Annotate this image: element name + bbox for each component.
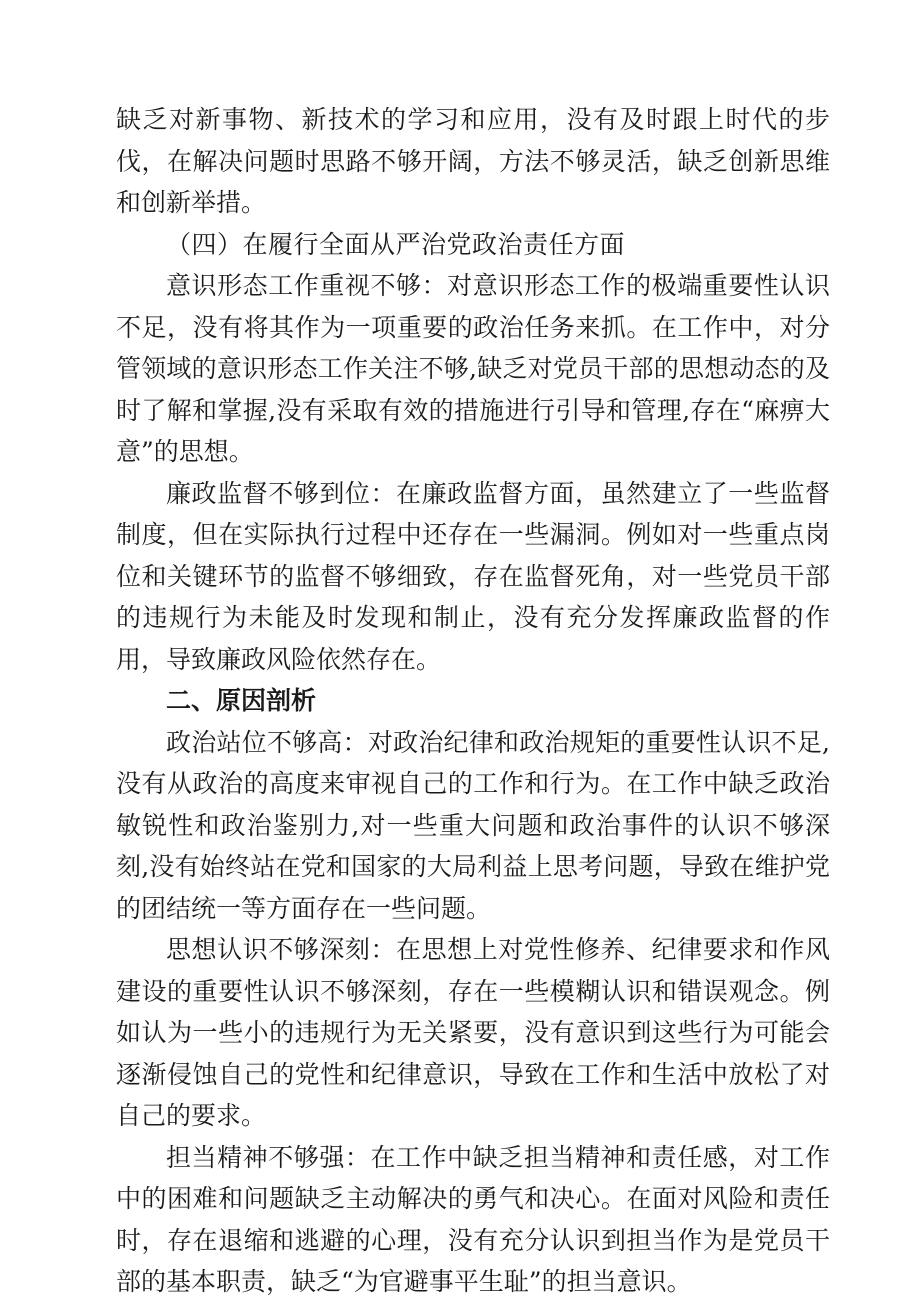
- integrity-supervision-paragraph: 廉政监督不够到位：在廉政监督方面，虽然建立了一些监督制度，但在实际执行过程中还存在一些漏洞。例如对一些重点岗位和关键环节的监督不够细致，存在监督死角，对一些党员干部的违规行为未能及时发现和制止，没有充分发挥廉政监督的作用，导致廉政风险依然存在。: [116, 478, 830, 674]
- ideology-work-paragraph: 意识形态工作重视不够：对意识形态工作的极端重要性认识不足，没有将其作为一项重要的政治任务来抓。在工作中，对分管领域的意识形态工作关注不够,缺乏对党员干部的思想动态的及时了解和掌握,没有采取有效的措施进行引导和管理,存在“麻痹大意”的思想。: [116, 271, 830, 466]
- ideological-understanding-paragraph: 思想认识不够深刻：在思想上对党性修养、纪律要求和作风建设的重要性认识不够深刻，存在一些模糊认识和错误观念。例如认为一些小的违规行为无关紧要，没有意识到这些行为可能会逐渐侵蚀自己的党性和纪律意识，导致在工作和生活中放松了对自己的要求。: [116, 935, 830, 1130]
- intro-paragraph: 缺乏对新事物、新技术的学习和应用，没有及时跟上时代的步伐，在解决问题时思路不够开阔，方法不够灵活，缺乏创新思维和创新举措。: [116, 105, 830, 217]
- section-4-heading: （四）在履行全面从严治党政治责任方面: [166, 229, 626, 259]
- political-stance-paragraph: 政治站位不够高：对政治纪律和政治规矩的重要性认识不足,没有从政治的高度来审视自己的工作和行为。在工作中缺乏政治敏锐性和政治鉴别力,对一些重大问题和政治事件的认识不够深刻,没有始终站在党和国家的大局利益上思考问题，导致在维护党的团结统一等方面存在一些问题。: [116, 727, 830, 923]
- cause-analysis-heading: 二、原因剖析: [166, 686, 317, 715]
- document-body: [116, 99, 830, 1303]
- responsibility-spirit-paragraph: 担当精神不够强：在工作中缺乏担当精神和责任感，对工作中的困难和问题缺乏主动解决的勇气和决心。在面对风险和责任时，存在退缩和逃避的心理，没有充分认识到担当作为是党员干部的基本职责，缺乏“为官避事平生耻”的担当意识。: [116, 1142, 830, 1296]
